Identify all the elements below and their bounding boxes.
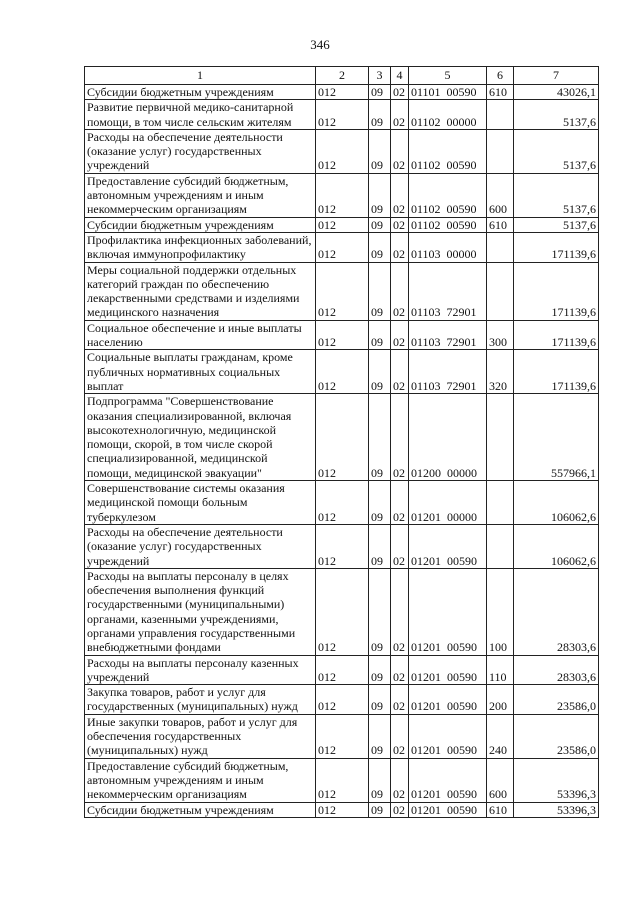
table-row [85,568,599,655]
row-rz: 09 [369,232,391,262]
row-vr [487,262,514,320]
row-csr: 01201 00590 [409,802,487,817]
header-cell: 7 [514,67,599,85]
row-csr: 01102 00590 [409,217,487,232]
row-ved: 012 [316,481,369,525]
row-ved: 012 [316,714,369,758]
table-row [85,394,599,481]
row-csr: 01103 72901 [409,350,487,394]
table-row [85,714,599,758]
row-sum: 53396,3 [514,802,599,817]
row-ved: 012 [316,173,369,217]
row-ved: 012 [316,524,369,568]
row-ved: 012 [316,129,369,173]
row-sum: 106062,6 [514,481,599,525]
row-sum: 106062,6 [514,524,599,568]
row-ved: 012 [316,100,369,130]
row-name: Предоставление субсидий бюджетным, автономным учреждениям и иным некоммерческим организациям [85,173,316,217]
row-vr: 610 [487,802,514,817]
row-csr: 01201 00590 [409,568,487,655]
row-vr [487,524,514,568]
table-row [85,320,599,350]
table-row [85,481,599,525]
row-csr: 01201 00590 [409,524,487,568]
row-rz: 09 [369,685,391,715]
row-vr: 320 [487,350,514,394]
table-row [85,758,599,802]
row-vr [487,100,514,130]
row-ved: 012 [316,217,369,232]
row-pr: 02 [391,217,409,232]
table-row [85,802,599,817]
row-pr: 02 [391,568,409,655]
row-rz: 09 [369,758,391,802]
row-ved: 012 [316,758,369,802]
row-ved: 012 [316,320,369,350]
row-vr: 600 [487,758,514,802]
row-name: Совершенствование системы оказания медицинской помощи больным туберкулезом [85,481,316,525]
table-row [85,524,599,568]
row-csr: 01201 00000 [409,481,487,525]
row-name: Закупка товаров, работ и услуг для государственных (муниципальных) нужд [85,685,316,715]
header-cell: 1 [85,67,316,85]
row-csr: 01103 72901 [409,262,487,320]
row-sum: 171139,6 [514,320,599,350]
table-header-row [85,67,599,85]
row-sum: 53396,3 [514,758,599,802]
row-vr [487,129,514,173]
row-pr: 02 [391,685,409,715]
row-csr: 01102 00590 [409,129,487,173]
table-row [85,655,599,685]
row-vr: 610 [487,85,514,100]
row-pr: 02 [391,262,409,320]
row-ved: 012 [316,262,369,320]
row-name: Предоставление субсидий бюджетным, автономным учреждениям и иным некоммерческим организациям [85,758,316,802]
row-csr: 01102 00000 [409,100,487,130]
row-name: Расходы на выплаты персоналу казенных учреждений [85,655,316,685]
row-sum: 43026,1 [514,85,599,100]
header-cell: 3 [369,67,391,85]
row-csr: 01201 00590 [409,655,487,685]
header-cell: 6 [487,67,514,85]
row-pr: 02 [391,394,409,481]
row-pr: 02 [391,350,409,394]
row-vr: 600 [487,173,514,217]
row-sum: 23586,0 [514,714,599,758]
row-name: Социальное обеспечение и иные выплаты населению [85,320,316,350]
row-pr: 02 [391,100,409,130]
row-pr: 02 [391,232,409,262]
row-vr: 100 [487,568,514,655]
row-rz: 09 [369,262,391,320]
row-sum: 171139,6 [514,350,599,394]
table-row [85,173,599,217]
row-rz: 09 [369,655,391,685]
header-cell: 4 [391,67,409,85]
row-sum: 5137,6 [514,100,599,130]
row-sum: 557966,1 [514,394,599,481]
row-rz: 09 [369,394,391,481]
row-vr: 200 [487,685,514,715]
row-name: Расходы на выплаты персоналу в целях обеспечения выполнения функций государственными (муниципальными) органами, казенными учреждениями, органами управления государственными внебюджетными фондами [85,568,316,655]
row-name: Меры социальной поддержки отдельных категорий граждан по обеспечению лекарственными средствами и изделиями медицинского назначения [85,262,316,320]
row-pr: 02 [391,802,409,817]
row-rz: 09 [369,802,391,817]
row-ved: 012 [316,85,369,100]
row-sum: 171139,6 [514,262,599,320]
row-csr: 01201 00590 [409,714,487,758]
row-name: Подпрограмма "Совершенствование оказания специализированной, включая высокотехнологичную, медицинской помощи, скорой, в том числе скорой специализированной, медицинской помощи, медицинской эвакуации" [85,394,316,481]
row-pr: 02 [391,655,409,685]
row-pr: 02 [391,129,409,173]
row-sum: 28303,6 [514,655,599,685]
header-cell: 2 [316,67,369,85]
row-pr: 02 [391,524,409,568]
row-rz: 09 [369,714,391,758]
row-rz: 09 [369,320,391,350]
row-sum: 171139,6 [514,232,599,262]
row-ved: 012 [316,685,369,715]
row-vr: 240 [487,714,514,758]
row-vr: 610 [487,217,514,232]
row-rz: 09 [369,217,391,232]
row-sum: 28303,6 [514,568,599,655]
row-ved: 012 [316,394,369,481]
row-name: Субсидии бюджетным учреждениям [85,217,316,232]
table-row [85,262,599,320]
row-csr: 01101 00590 [409,85,487,100]
page-number: 346 [310,37,330,52]
row-rz: 09 [369,481,391,525]
row-ved: 012 [316,568,369,655]
table-row [85,685,599,715]
row-vr: 300 [487,320,514,350]
row-name: Развитие первичной медико-санитарной помощи, в том числе сельским жителям [85,100,316,130]
row-csr: 01103 00000 [409,232,487,262]
row-rz: 09 [369,568,391,655]
row-sum: 5137,6 [514,173,599,217]
row-pr: 02 [391,173,409,217]
row-pr: 02 [391,758,409,802]
row-csr: 01103 72901 [409,320,487,350]
row-rz: 09 [369,100,391,130]
row-rz: 09 [369,129,391,173]
table-row [85,85,599,100]
row-ved: 012 [316,232,369,262]
row-pr: 02 [391,85,409,100]
row-csr: 01201 00590 [409,685,487,715]
table-row [85,217,599,232]
table-row [85,100,599,130]
row-ved: 012 [316,802,369,817]
row-csr: 01201 00590 [409,758,487,802]
row-vr: 110 [487,655,514,685]
row-vr [487,481,514,525]
table-row [85,129,599,173]
header-cell: 5 [409,67,487,85]
row-pr: 02 [391,320,409,350]
row-rz: 09 [369,85,391,100]
row-name: Социальные выплаты гражданам, кроме публичных нормативных социальных выплат [85,350,316,394]
row-name: Субсидии бюджетным учреждениям [85,85,316,100]
row-ved: 012 [316,350,369,394]
table-row [85,232,599,262]
row-name: Иные закупки товаров, работ и услуг для обеспечения государственных (муниципальных) нужд [85,714,316,758]
row-sum: 5137,6 [514,217,599,232]
row-vr [487,394,514,481]
row-name: Субсидии бюджетным учреждениям [85,802,316,817]
row-pr: 02 [391,481,409,525]
budget-table [84,66,599,818]
row-csr: 01102 00590 [409,173,487,217]
row-pr: 02 [391,714,409,758]
row-vr [487,232,514,262]
row-sum: 5137,6 [514,129,599,173]
row-name: Профилактика инфекционных заболеваний, включая иммунопрофилактику [85,232,316,262]
row-name: Расходы на обеспечение деятельности (оказание услуг) государственных учреждений [85,129,316,173]
table-row [85,350,599,394]
row-rz: 09 [369,524,391,568]
row-ved: 012 [316,655,369,685]
row-sum: 23586,0 [514,685,599,715]
row-csr: 01200 00000 [409,394,487,481]
row-rz: 09 [369,173,391,217]
row-rz: 09 [369,350,391,394]
row-name: Расходы на обеспечение деятельности (оказание услуг) государственных учреждений [85,524,316,568]
